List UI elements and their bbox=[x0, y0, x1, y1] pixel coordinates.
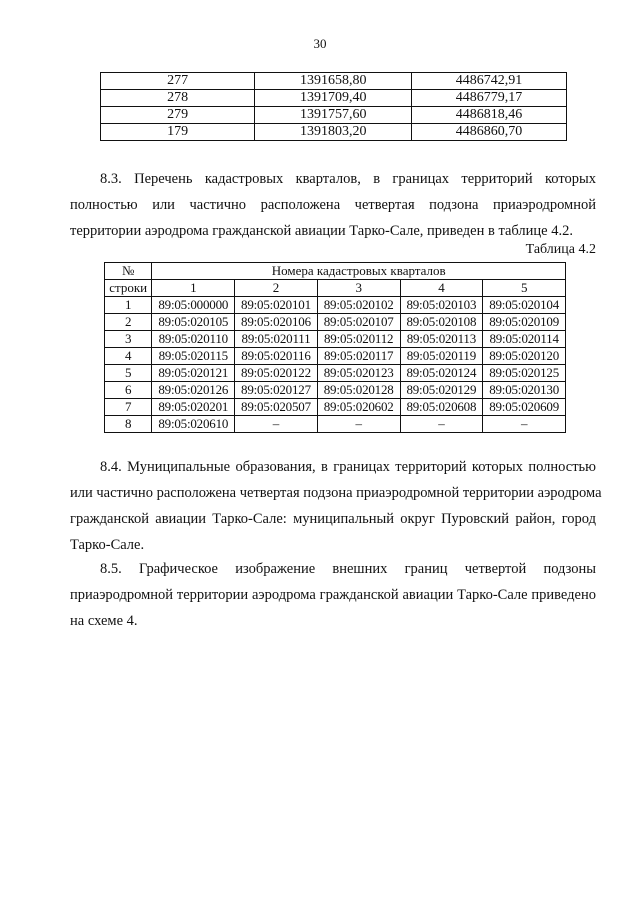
table-row bbox=[105, 297, 566, 314]
cadastral-number-cell: – bbox=[400, 416, 483, 433]
row-number: 8 bbox=[105, 416, 152, 433]
table-cell: 278 bbox=[101, 90, 255, 107]
paragraph-8-5 bbox=[70, 556, 596, 634]
cadastral-number-cell: 89:05:020108 bbox=[400, 314, 483, 331]
group-header: Номера кадастровых кварталов bbox=[152, 263, 566, 280]
table-row bbox=[101, 107, 567, 124]
table-row bbox=[105, 331, 566, 348]
table-row bbox=[105, 399, 566, 416]
paragraph-line: или частично расположена четвертая подзона приаэродромной территории аэродрома bbox=[70, 485, 602, 501]
cadastral-number-cell: 89:05:020121 bbox=[152, 365, 235, 382]
cadastral-number-cell: 89:05:020117 bbox=[317, 348, 400, 365]
cadastral-number-cell: – bbox=[235, 416, 318, 433]
paragraph-line: приаэродромной территории аэродрома гражданской авиации Тарко-Сале приведено bbox=[70, 587, 596, 603]
column-header: 3 bbox=[317, 280, 400, 297]
paragraph-8-3 bbox=[70, 166, 596, 244]
cadastral-number-cell: 89:05:020104 bbox=[483, 297, 566, 314]
cadastral-number-cell: 89:05:020116 bbox=[235, 348, 318, 365]
cadastral-number-cell: 89:05:020124 bbox=[400, 365, 483, 382]
cadastral-number-cell: 89:05:020507 bbox=[235, 399, 318, 416]
cadastral-quarters-table bbox=[104, 262, 566, 433]
table-cell: 4486779,17 bbox=[412, 90, 567, 107]
row-number-header-line2: строки bbox=[105, 280, 152, 297]
paragraph-line: 8.4. Муниципальные образования, в границах территорий которых полностью bbox=[100, 459, 596, 475]
cadastral-number-cell: 89:05:020201 bbox=[152, 399, 235, 416]
column-header: 4 bbox=[400, 280, 483, 297]
table-row bbox=[105, 382, 566, 399]
table-row bbox=[101, 90, 567, 107]
cadastral-number-cell: 89:05:000000 bbox=[152, 297, 235, 314]
row-number: 1 bbox=[105, 297, 152, 314]
paragraph-line: Тарко-Сале. bbox=[70, 537, 145, 553]
table-cell: 1391803,20 bbox=[255, 124, 412, 141]
cadastral-number-cell: 89:05:020109 bbox=[483, 314, 566, 331]
table-caption: Таблица 4.2 bbox=[525, 242, 596, 257]
table-cell: 4486860,70 bbox=[412, 124, 567, 141]
cadastral-number-cell: 89:05:020114 bbox=[483, 331, 566, 348]
cadastral-number-cell: 89:05:020128 bbox=[317, 382, 400, 399]
cadastral-number-cell: 89:05:020112 bbox=[317, 331, 400, 348]
cadastral-number-cell: 89:05:020105 bbox=[152, 314, 235, 331]
cadastral-number-cell: 89:05:020120 bbox=[483, 348, 566, 365]
row-number: 6 bbox=[105, 382, 152, 399]
table-cell: 277 bbox=[101, 73, 255, 90]
cadastral-number-cell: 89:05:020125 bbox=[483, 365, 566, 382]
row-number: 5 bbox=[105, 365, 152, 382]
table-cell: 179 bbox=[101, 124, 255, 141]
table-cell: 1391658,80 bbox=[255, 73, 412, 90]
table-row bbox=[105, 348, 566, 365]
row-number: 3 bbox=[105, 331, 152, 348]
cadastral-number-cell: 89:05:020610 bbox=[152, 416, 235, 433]
cadastral-number-cell: 89:05:020101 bbox=[235, 297, 318, 314]
cadastral-number-cell: 89:05:020608 bbox=[400, 399, 483, 416]
cadastral-number-cell: 89:05:020110 bbox=[152, 331, 235, 348]
table-row bbox=[105, 416, 566, 433]
table-row bbox=[105, 314, 566, 331]
cadastral-number-cell: 89:05:020609 bbox=[483, 399, 566, 416]
table-row bbox=[101, 73, 567, 90]
cadastral-number-cell: – bbox=[483, 416, 566, 433]
row-number: 2 bbox=[105, 314, 152, 331]
cadastral-number-cell: 89:05:020113 bbox=[400, 331, 483, 348]
paragraph-line: полностью или частично расположена четвертая подзона приаэродромной bbox=[70, 197, 596, 213]
column-header: 5 bbox=[483, 280, 566, 297]
paragraph-line: территории аэродрома гражданской авиации Тарко-Сале, приведен в таблице 4.2. bbox=[70, 223, 573, 239]
table-cell: 1391757,60 bbox=[255, 107, 412, 124]
page-number: 30 bbox=[313, 36, 327, 51]
row-number-header: № bbox=[105, 263, 152, 280]
column-header: 2 bbox=[235, 280, 318, 297]
cadastral-number-cell: 89:05:020602 bbox=[317, 399, 400, 416]
cadastral-number-cell: 89:05:020103 bbox=[400, 297, 483, 314]
paragraph-line: 8.5. Графическое изображение внешних границ четвертой подзоны bbox=[100, 561, 596, 577]
row-number: 7 bbox=[105, 399, 152, 416]
table-cell: 4486818,46 bbox=[412, 107, 567, 124]
cadastral-number-cell: 89:05:020129 bbox=[400, 382, 483, 399]
paragraph-line: гражданской авиации Тарко-Сале: муниципальный округ Пуровский район, город bbox=[70, 511, 596, 527]
table-row bbox=[101, 124, 567, 141]
cadastral-number-cell: 89:05:020115 bbox=[152, 348, 235, 365]
table-cell: 4486742,91 bbox=[412, 73, 567, 90]
cadastral-number-cell: 89:05:020122 bbox=[235, 365, 318, 382]
cadastral-number-cell: 89:05:020102 bbox=[317, 297, 400, 314]
cadastral-number-cell: 89:05:020130 bbox=[483, 382, 566, 399]
cadastral-number-cell: 89:05:020126 bbox=[152, 382, 235, 399]
cadastral-number-cell: 89:05:020107 bbox=[317, 314, 400, 331]
paragraph-line: на схеме 4. bbox=[70, 613, 138, 629]
cadastral-number-cell: – bbox=[317, 416, 400, 433]
cadastral-number-cell: 89:05:020111 bbox=[235, 331, 318, 348]
table-cell: 279 bbox=[101, 107, 255, 124]
cadastral-number-cell: 89:05:020127 bbox=[235, 382, 318, 399]
cadastral-number-cell: 89:05:020123 bbox=[317, 365, 400, 382]
paragraph-8-4 bbox=[70, 454, 602, 558]
column-header: 1 bbox=[152, 280, 235, 297]
row-number: 4 bbox=[105, 348, 152, 365]
table-row bbox=[105, 365, 566, 382]
coordinates-table bbox=[100, 72, 567, 141]
cadastral-number-cell: 89:05:020119 bbox=[400, 348, 483, 365]
paragraph-line: 8.3. Перечень кадастровых кварталов, в границах территорий которых bbox=[100, 171, 596, 187]
cadastral-number-cell: 89:05:020106 bbox=[235, 314, 318, 331]
table-cell: 1391709,40 bbox=[255, 90, 412, 107]
